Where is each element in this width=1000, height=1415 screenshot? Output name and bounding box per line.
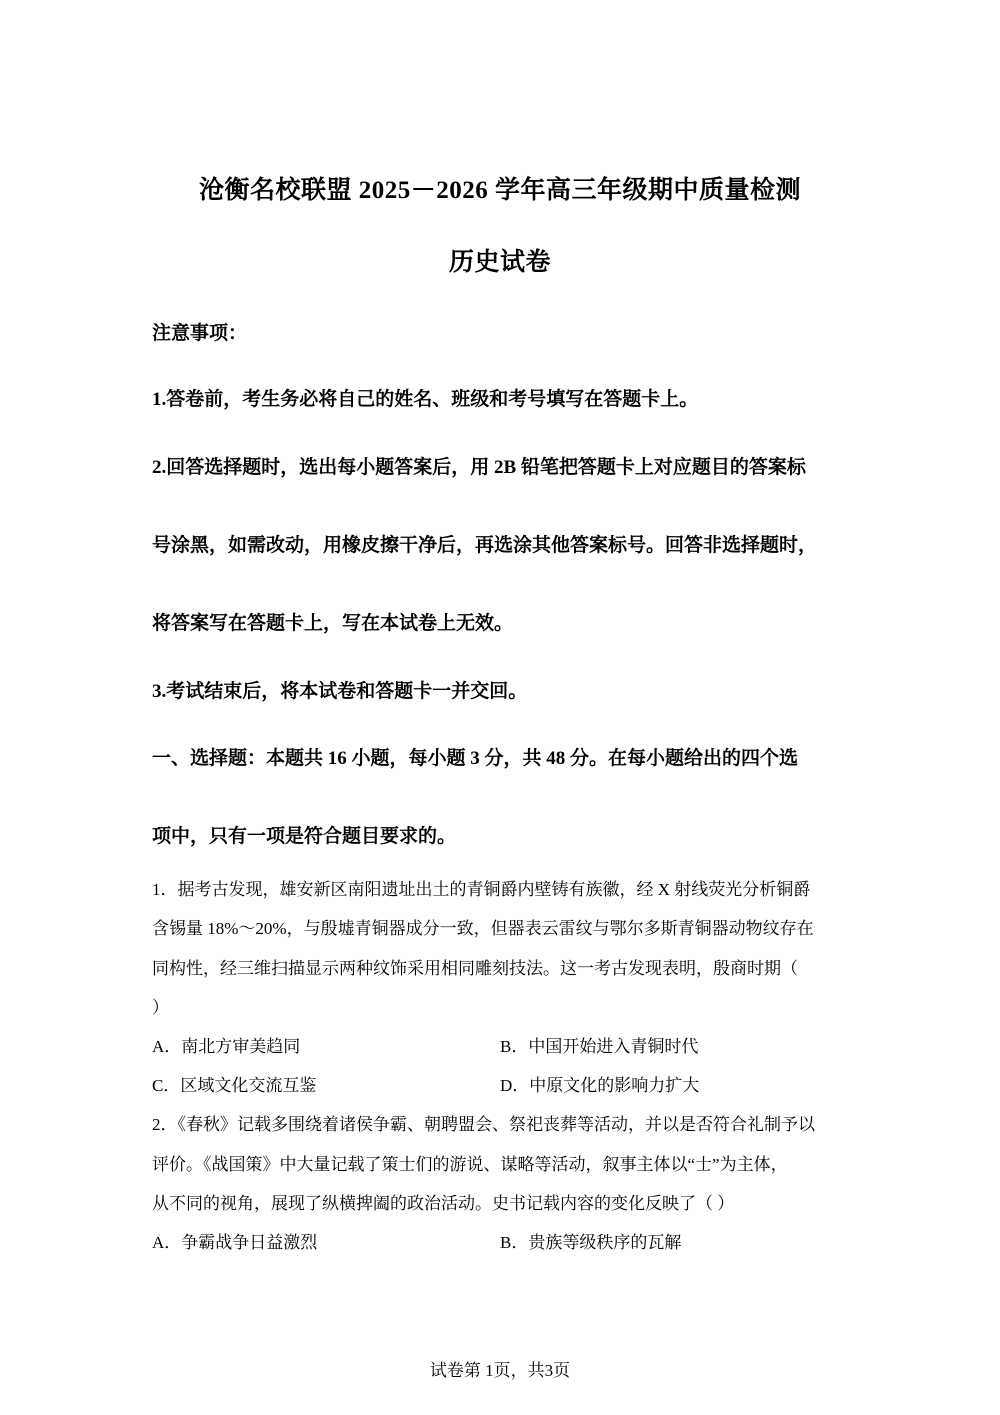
exam-subject-title: 历史试卷 [448, 249, 551, 276]
notice-item-3: 3.考试结束后，将本试卷和答题卡一并交回。 [152, 681, 528, 702]
question-1-line-1: 1．据考古发现，雄安新区南阳遗址出土的青铜爵内壁铸有族徽，经 X 射线荧光分析铜爵 [152, 880, 811, 899]
question-2-option-b: B．贵族等级秩序的瓦解 [500, 1233, 682, 1252]
notice-item-2-line-3: 将答案写在答题卡上，写在本试卷上无效。 [152, 613, 514, 634]
notice-heading: 注意事项： [152, 323, 248, 344]
question-1-option-b: B．中国开始进入青铜时代 [500, 1037, 699, 1056]
question-1-line-4: ） [152, 998, 169, 1017]
question-2-option-a: A．争霸战争日益激烈 [152, 1233, 318, 1252]
question-1-line-3: 同构性，经三维扫描显示两种纹饰采用相同雕刻技法。这一考古发现表明，殷商时期（ [152, 959, 798, 978]
section-heading-line-1: 一、选择题：本题共 16 小题，每小题 3 分，共 48 分。在每小题给出的四个选 [152, 748, 799, 769]
notice-item-2-line-1: 2.回答选择题时，选出每小题答案后，用 2B 铅笔把答题卡上对应题目的答案标 [152, 457, 806, 478]
question-1-option-a: A．南北方审美趋同 [152, 1037, 301, 1056]
question-1-line-2: 含锡量 18%～20%，与殷墟青铜器成分一致，但器表云雷纹与鄂尔多斯青铜器动物纹存在 [152, 919, 814, 938]
page-footer: 试卷第 1页，共3页 [429, 1361, 571, 1380]
exam-title: 沧衡名校联盟 2025－2026 学年高三年级期中质量检测 [198, 177, 801, 204]
question-2-line-1: 2．《春秋》记载多围绕着诸侯争霸、朝聘盟会、祭祀丧葬等活动，并以是否符合礼制予以 [152, 1115, 815, 1134]
question-1-option-d: D．中原文化的影响力扩大 [500, 1076, 700, 1095]
notice-item-2-line-2: 号涂黑，如需改动，用橡皮擦干净后，再选涂其他答案标号。回答非选择题时， [152, 535, 818, 556]
question-1-option-c: C．区域文化交流互鉴 [152, 1076, 317, 1095]
question-2-line-3: 从不同的视角，展现了纵横捭阖的政治活动。史书记载内容的变化反映了（ ） [152, 1194, 735, 1213]
section-heading-line-2: 项中，只有一项是符合题目要求的。 [152, 826, 457, 847]
notice-item-1: 1.答卷前，考生务必将自己的姓名、班级和考号填写在答题卡上。 [152, 389, 699, 410]
question-2-line-2: 评价。《战国策》中大量记载了策士们的游说、谋略等活动，叙事主体以“士”为主体， [152, 1155, 788, 1174]
